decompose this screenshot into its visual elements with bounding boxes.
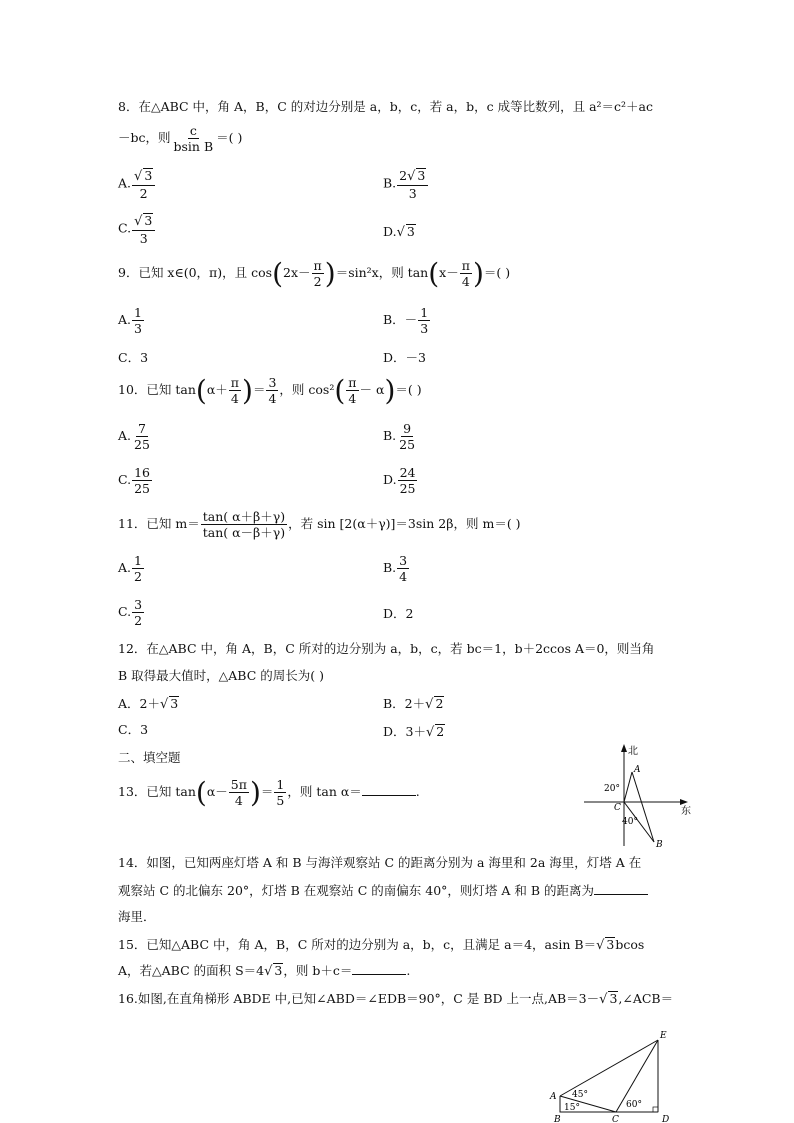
q9-option-b[interactable]	[383, 306, 431, 335]
numerator: 3	[268, 375, 277, 390]
equals: ＝	[252, 382, 266, 398]
sqrt-icon: √	[599, 992, 608, 1007]
q8-option-b[interactable]	[383, 168, 429, 200]
paren-open: (	[428, 257, 440, 291]
q15-stem-line1	[118, 937, 644, 952]
q8-option-d[interactable]	[383, 224, 416, 239]
q8-b-frac	[397, 168, 428, 200]
paren-close: )	[242, 374, 253, 408]
angle-15-label: 15°	[564, 1103, 580, 1113]
numerator: 7	[137, 421, 146, 436]
denominator: 4	[230, 391, 239, 407]
paren-close: )	[384, 374, 396, 408]
q16-stem	[118, 991, 673, 1006]
point-a-label: A	[634, 765, 641, 775]
q16-pre: 16.如图,在直角梯形 ABDE 中,已知∠ABD＝∠EDB＝90°，C 是 BD 上一点,AB＝3－	[118, 991, 600, 1006]
option-label: B.	[383, 560, 397, 576]
sqrt-icon: √	[407, 169, 416, 184]
answer-blank[interactable]	[352, 964, 406, 975]
q9-option-c[interactable]: C．3	[118, 350, 149, 365]
q8-option-a[interactable]	[118, 168, 156, 200]
option-frac	[132, 598, 144, 627]
option-frac	[132, 306, 144, 335]
denominator: 25	[399, 481, 416, 497]
east-arrow-icon	[680, 799, 688, 805]
q11-option-a[interactable]	[118, 554, 145, 583]
q8-a-frac	[132, 168, 155, 200]
option-frac	[132, 554, 144, 583]
option-frac	[397, 554, 409, 583]
q10-option-a[interactable]	[118, 422, 153, 451]
point-d-label: D	[662, 1115, 670, 1123]
section-heading: 二、填空题	[118, 750, 181, 765]
q8-stem-line2	[118, 124, 242, 153]
sqrt-icon: √	[134, 169, 143, 184]
option-label: B．－	[383, 312, 418, 328]
option-label: B．2＋	[383, 696, 426, 711]
q12-option-a[interactable]	[118, 696, 179, 711]
radicand: 3	[609, 991, 618, 1006]
option-label: A.	[118, 560, 132, 576]
numerator: π	[461, 258, 470, 273]
paren-close: )	[249, 776, 261, 810]
numerator: 24	[399, 465, 416, 480]
q9-pre: 9．已知 x∈(0，π)，且 cos	[118, 265, 273, 281]
q10-post: ＝( )	[395, 382, 422, 398]
sqrt-icon: √	[134, 214, 143, 229]
numerator: 3	[134, 597, 143, 612]
numerator: 1	[134, 553, 142, 568]
denominator: 3	[420, 321, 429, 337]
option-frac	[398, 466, 418, 495]
q11-option-b[interactable]	[383, 554, 410, 583]
numerator: 9	[403, 421, 412, 436]
lighthouse-diagram	[580, 742, 695, 850]
q14-stem-line2	[118, 884, 648, 898]
angle-40-label: 40°	[622, 817, 638, 827]
sqrt-icon: √	[425, 697, 434, 712]
q9-arg1: 2x－	[283, 265, 311, 281]
angle-45-label: 45°	[572, 1090, 588, 1100]
numerator: 1	[134, 305, 142, 320]
option-label: D．3＋	[383, 724, 426, 739]
point-b-label: B	[554, 1115, 561, 1123]
radicand: 3	[144, 213, 153, 228]
denominator: 25	[399, 437, 416, 453]
q12-stem-line2: B 取得最大值时，△ABC 的周长为( )	[118, 668, 324, 683]
right-angle-mark	[653, 1107, 658, 1112]
option-frac	[397, 422, 417, 451]
q9-frac-pi-4	[460, 259, 472, 288]
q8-line2-pre: －bc，则	[118, 130, 171, 146]
point-c-label: C	[612, 1115, 619, 1123]
option-label: A．2＋	[118, 696, 160, 711]
option-label: D.	[383, 472, 397, 488]
sqrt-icon: √	[159, 697, 169, 712]
q10-option-b[interactable]	[383, 422, 418, 451]
option-label: D.	[383, 224, 397, 239]
radicand: 3	[606, 937, 615, 952]
q15-end: .	[406, 963, 411, 978]
option-label: A.	[118, 428, 132, 444]
denominator: 2	[134, 569, 142, 585]
denominator: 4	[461, 274, 470, 290]
denominator: 3	[139, 230, 148, 246]
option-label: B.	[383, 428, 397, 444]
q14-stem-line1: 14．如图，已知两座灯塔 A 和 B 与海洋观察站 C 的距离分别为 a 海里和 2a 海里，灯塔 A 在	[118, 855, 642, 870]
q15-line2-post: ，则 b＋c＝	[283, 963, 353, 978]
q10-stem	[118, 374, 422, 408]
q10-arg2: － α	[359, 382, 385, 398]
numerator: 3	[399, 553, 408, 568]
angle-20-label: 20°	[604, 784, 620, 794]
equals: ＝	[260, 784, 274, 800]
radicand: 2	[436, 724, 445, 739]
radicand: 2	[435, 696, 444, 711]
option-label: A.	[118, 312, 132, 328]
q9-stem	[118, 257, 511, 291]
q12-option-b[interactable]	[383, 696, 444, 711]
radicand: 3	[170, 696, 179, 711]
denominator: 25	[134, 481, 150, 497]
q8-line2-post: ＝( )	[216, 130, 243, 146]
segment-ae	[560, 1040, 658, 1096]
east-label: 东	[681, 806, 691, 817]
north-label: 北	[628, 746, 638, 757]
q8-frac-den: bsin B	[173, 139, 214, 155]
denominator: 3	[134, 321, 142, 337]
q9-option-a[interactable]	[118, 306, 145, 335]
q11-option-c[interactable]	[118, 598, 145, 627]
q8-fraction	[172, 124, 216, 153]
q13-post: ，则 tan α＝	[287, 784, 362, 800]
q10-pre: 10．已知 tan	[118, 382, 196, 398]
denominator: 5	[276, 793, 285, 809]
option-label: C.	[118, 220, 132, 236]
q8-c-frac	[132, 213, 155, 245]
denominator: 4	[348, 391, 357, 407]
q15-stem-line2	[118, 963, 410, 978]
paren-open: (	[195, 776, 207, 810]
paren-close: )	[472, 257, 484, 291]
coefficient: 2	[399, 168, 408, 183]
q14-line2-text: 观察站 C 的北偏东 20°，灯塔 B 在观察站 C 的南偏东 40°，则灯塔 A 和 B 的距离为	[118, 883, 595, 898]
sqrt-icon: √	[396, 225, 405, 240]
point-c-label: C	[614, 803, 621, 813]
q15-line1-post: bcos	[615, 937, 645, 952]
q9-arg2: x－	[439, 265, 459, 281]
q11-option-d[interactable]: D．2	[383, 606, 414, 621]
q10-option-d[interactable]	[383, 466, 418, 495]
q11-stem	[118, 510, 521, 539]
segment-ab	[632, 772, 654, 842]
numerator: 16	[134, 465, 150, 480]
q10-frac-pi-4	[229, 376, 241, 405]
denominator: 4	[268, 391, 277, 407]
numerator: π	[313, 258, 322, 273]
q14-stem-line3: 海里．	[118, 909, 156, 924]
paren-open: (	[195, 374, 207, 408]
q13-end: .	[415, 784, 420, 800]
denominator: 2	[139, 185, 148, 201]
denominator: 3	[408, 185, 417, 201]
radicand: 3	[417, 168, 426, 183]
option-frac	[418, 306, 430, 335]
answer-blank[interactable]	[594, 884, 648, 895]
numerator: π	[348, 375, 357, 390]
radicand: 3	[274, 963, 283, 978]
numerator: 5π	[230, 777, 247, 792]
radicand: 3	[144, 168, 153, 183]
q11-post: ，若 sin [2(α＋γ)]＝3sin 2β，则 m＝( )	[288, 516, 521, 532]
q13-rhs-frac	[274, 778, 286, 807]
q16-post: ,∠ACB＝	[618, 991, 674, 1006]
q12-option-c[interactable]: C．3	[118, 722, 149, 737]
q10-mid: ，则 cos²	[279, 382, 335, 398]
denominator: 4	[399, 569, 408, 585]
q15-line1-pre: 15．已知△ABC 中，角 A，B，C 所对的边分别为 a，b，c，且满足 a＝4，asin B＝	[118, 937, 597, 952]
answer-blank[interactable]	[362, 785, 416, 796]
numerator: π	[230, 375, 240, 390]
q11-pre: 11．已知 m＝	[118, 516, 200, 532]
denominator: 25	[134, 437, 150, 453]
radicand: 3	[406, 224, 415, 239]
sqrt-icon: √	[425, 725, 435, 740]
denominator: tan( α－β＋γ)	[202, 525, 286, 541]
denominator: 2	[313, 274, 322, 290]
q13-arg: α－	[206, 784, 228, 800]
q10-arg1: α＋	[206, 382, 228, 398]
q12-stem-line1: 12．在△ABC 中，角 A，B，C 所对的边分别为 a，b，c，若 bc＝1，b＋2ccos A＝0，则当角	[118, 641, 655, 656]
point-e-label: E	[660, 1031, 667, 1041]
denominator: 2	[134, 613, 143, 629]
option-label: B.	[383, 175, 397, 191]
option-frac	[132, 422, 152, 451]
trapezoid-diagram	[540, 1024, 690, 1123]
paren-open: (	[334, 374, 346, 408]
segment-ca	[624, 772, 632, 802]
q13-frac	[229, 778, 249, 807]
q10-rhs-frac	[266, 376, 278, 405]
sqrt-icon: √	[264, 964, 273, 979]
q15-line2-pre: A，若△ABC 的面积 S＝4	[118, 963, 265, 978]
paren-open: (	[272, 257, 284, 291]
point-b-label: B	[656, 840, 663, 850]
q10-frac-pi-4b	[346, 376, 358, 405]
q9-post: ＝( )	[483, 265, 511, 281]
q13-pre: 13．已知 tan	[118, 784, 196, 800]
q13-stem	[118, 776, 420, 810]
denominator: 4	[234, 793, 243, 809]
option-label: C.	[118, 472, 132, 488]
option-frac	[132, 466, 152, 495]
option-label: A.	[118, 175, 132, 191]
q9-frac-pi-2	[312, 259, 324, 288]
q11-fraction	[201, 510, 287, 539]
numerator: 1	[276, 777, 285, 792]
q9-mid: ＝sin²x，则 tan	[335, 265, 429, 281]
q8-option-c[interactable]	[118, 213, 156, 245]
sqrt-icon: √	[596, 938, 605, 953]
angle-60-label: 60°	[626, 1100, 642, 1110]
q8-frac-num: c	[189, 123, 197, 138]
option-label: C.	[118, 604, 132, 620]
q12-option-d[interactable]	[383, 724, 445, 739]
point-a-label: A	[550, 1092, 557, 1102]
numerator: 1	[420, 305, 429, 320]
paren-close: )	[324, 257, 336, 291]
q9-option-d[interactable]: D．－3	[383, 350, 426, 365]
numerator: tan( α＋β＋γ)	[202, 509, 286, 524]
q10-option-c[interactable]	[118, 466, 153, 495]
q8-stem-line1: 8．在△ABC 中，角 A，B，C 的对边分别是 a，b，c，若 a，b，c 成等比数列，且 a²＝c²＋ac	[118, 99, 654, 114]
north-arrow-icon	[621, 744, 627, 752]
